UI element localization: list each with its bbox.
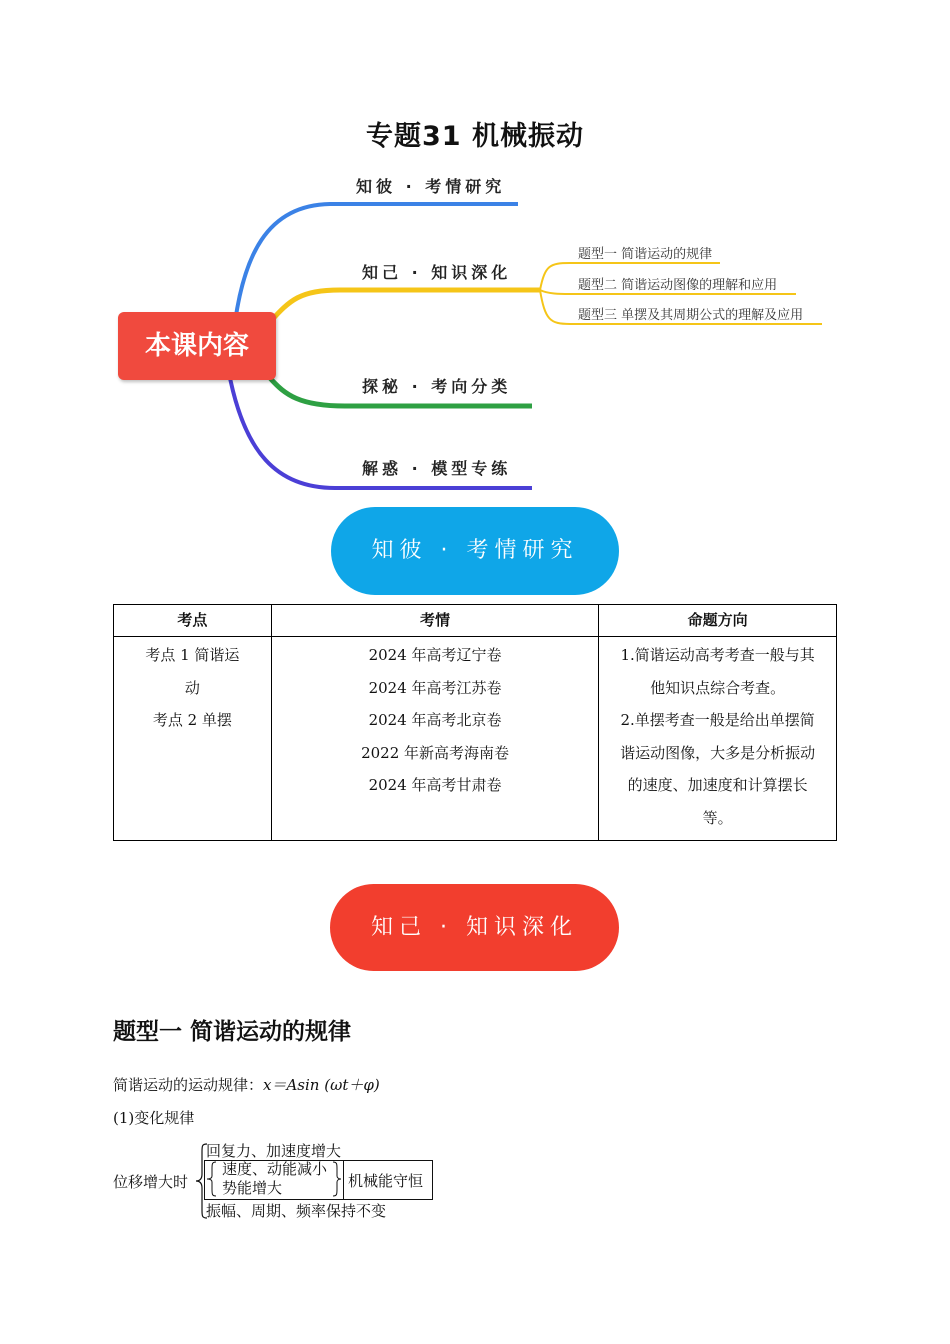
sub-item-2: 题型二 简谐运动图像的理解和应用 [578, 278, 778, 293]
diagram-left-label: 位移增大时 [113, 1173, 189, 1191]
section-pill-2: 知己 · 知识深化 [330, 884, 619, 971]
branch-line-2 [270, 290, 540, 322]
branch-label-2: 知己 · 知识深化 [362, 263, 512, 282]
table-header-row [114, 605, 837, 637]
inner-brace-icon [205, 1161, 219, 1197]
rule-formula: x＝Asin (ωt＋φ) [263, 1076, 380, 1094]
page-title: 专题31 机械振动 [366, 121, 584, 152]
section-pill-1: 知彼 · 考情研究 [331, 507, 619, 595]
rule-label: 简谐运动的运动规律： [113, 1076, 264, 1094]
exam-info-table [113, 604, 837, 841]
cell-line: 考点 1 简谐运 [145, 646, 240, 664]
rule-line [113, 1074, 380, 1095]
table-row [114, 637, 837, 841]
cell-line: 的速度、加速度和计算摆长 [627, 776, 808, 794]
cell-line: 2024 年高考辽宁卷 [368, 646, 502, 664]
cell-line: 动 [184, 678, 200, 697]
cell-line: 2.单摆考查一般是给出单摆简 [620, 711, 815, 729]
diagram-right-label: 机械能守恒 [348, 1172, 424, 1190]
sub-item-3: 题型三 单摆及其周期公式的理解及应用 [578, 308, 804, 323]
cell-line: 1.简谐运动高考考查一般与其 [620, 646, 815, 664]
table-cell-exams [271, 637, 599, 841]
diagram-divider [343, 1160, 344, 1199]
cell-line: 他知识点综合考查。 [650, 678, 786, 697]
cell-line: 2024 年高考江苏卷 [368, 678, 502, 697]
cell-line: 2024 年高考甘肃卷 [368, 776, 502, 794]
cell-line: 2022 年新高考海南卷 [361, 743, 510, 762]
branch-label-4: 解惑 · 模型专练 [362, 459, 512, 478]
sub-item-1: 题型一 简谐运动的规律 [578, 247, 713, 262]
table-header: 命题方向 [599, 605, 837, 637]
change-rule-label: (1)变化规律 [113, 1109, 195, 1127]
section-heading: 题型一 简谐运动的规律 [113, 1019, 352, 1045]
diagram-line-1: 回复力、加速度增大 [206, 1142, 342, 1160]
branch-label-3: 探秘 · 考向分类 [362, 377, 512, 396]
diagram-line-3: 势能增大 [222, 1179, 283, 1197]
cell-line: 等。 [702, 808, 733, 827]
diagram-line-4: 振幅、周期、频率保持不变 [206, 1202, 387, 1220]
mind-map-root: 本课内容 [118, 312, 276, 380]
table-cell-direction [599, 637, 837, 841]
cell-line: 2024 年高考北京卷 [368, 711, 502, 729]
cell-line: 谐运动图像，大多是分析振动 [620, 743, 816, 762]
diagram-line-2: 速度、动能减小 [222, 1160, 328, 1178]
table-header: 考情 [271, 605, 599, 637]
table-cell-topics [114, 637, 272, 841]
table-header: 考点 [114, 605, 272, 637]
branch-label-1: 知彼 · 考情研究 [356, 177, 506, 196]
right-brace-icon [331, 1161, 343, 1197]
cell-line: 考点 2 单摆 [152, 711, 232, 729]
